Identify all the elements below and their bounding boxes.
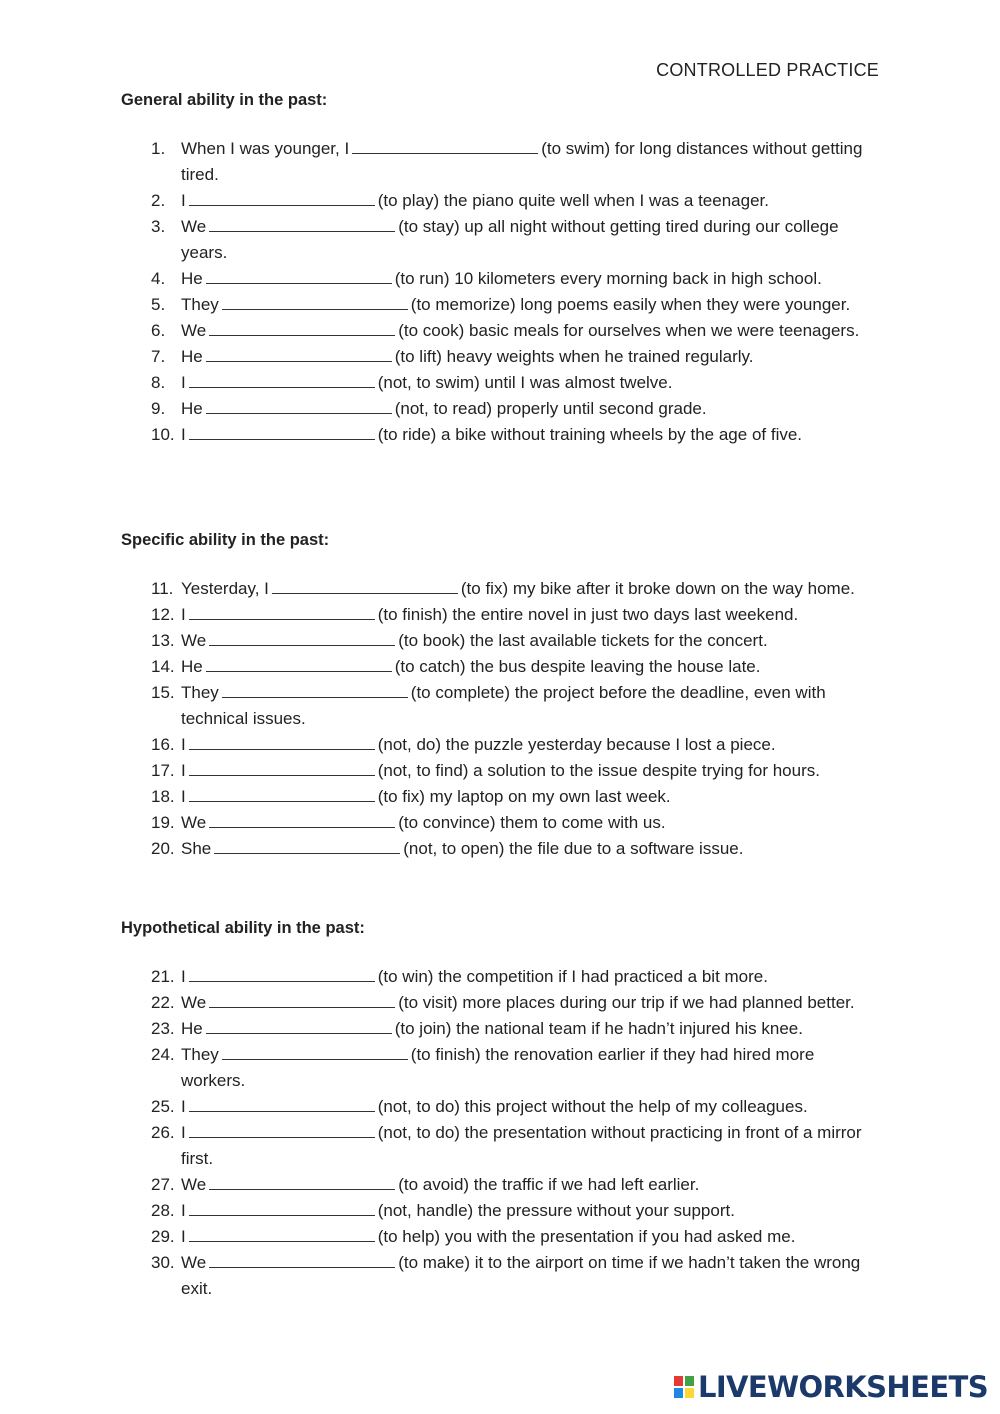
item-text-after: (to memorize) long poems easily when they were younger. bbox=[410, 295, 851, 314]
item-text-before: I bbox=[181, 787, 186, 806]
exercise-item bbox=[121, 654, 881, 680]
item-number: 10. bbox=[151, 425, 175, 444]
exercise-item bbox=[121, 810, 881, 836]
section-hypothetical-ability bbox=[121, 918, 881, 1302]
item-text-before: They bbox=[181, 1045, 219, 1064]
item-text-before: We bbox=[181, 1253, 207, 1272]
item-text-before: I bbox=[181, 191, 186, 210]
item-text-after: (to swim) for long distances without getting tired. bbox=[181, 139, 863, 184]
item-text-before: We bbox=[181, 993, 207, 1012]
item-text-before: He bbox=[181, 657, 203, 676]
exercise-item bbox=[121, 990, 881, 1016]
item-number: 1. bbox=[151, 139, 166, 158]
answer-blank[interactable] bbox=[189, 1096, 375, 1112]
exercise-item bbox=[121, 344, 881, 370]
exercise-list bbox=[121, 136, 881, 448]
item-text-after: (to help) you with the presentation if you had asked me. bbox=[377, 1227, 796, 1246]
item-text-after: (to stay) up all night without getting tired during our college years. bbox=[181, 217, 839, 262]
answer-blank[interactable] bbox=[206, 656, 392, 672]
item-number: 29. bbox=[151, 1227, 175, 1246]
item-text-after: (to run) 10 kilometers every morning back in high school. bbox=[394, 269, 822, 288]
item-text-before: They bbox=[181, 295, 219, 314]
item-number: 2. bbox=[151, 191, 166, 210]
item-text-before: We bbox=[181, 217, 207, 236]
answer-blank[interactable] bbox=[272, 578, 458, 594]
section-heading: General ability in the past: bbox=[121, 91, 328, 109]
answer-blank[interactable] bbox=[189, 372, 375, 388]
item-text-after: (to cook) basic meals for ourselves when we were teenagers. bbox=[398, 321, 860, 340]
item-text-before: She bbox=[181, 839, 212, 858]
item-number: 30. bbox=[151, 1253, 175, 1272]
logo-square-green bbox=[685, 1376, 694, 1386]
answer-blank[interactable] bbox=[189, 1226, 375, 1242]
section-heading: Specific ability in the past: bbox=[121, 531, 330, 549]
item-text-before: I bbox=[181, 605, 186, 624]
item-text-before: I bbox=[181, 1227, 186, 1246]
logo-icon bbox=[674, 1376, 694, 1398]
answer-blank[interactable] bbox=[209, 1252, 395, 1268]
answer-blank[interactable] bbox=[206, 268, 392, 284]
item-text-after: (to win) the competition if I had practiced a bit more. bbox=[377, 967, 768, 986]
exercise-item bbox=[121, 758, 881, 784]
item-number: 12. bbox=[151, 605, 175, 624]
item-text-before: He bbox=[181, 399, 203, 418]
logo-square-blue bbox=[674, 1388, 683, 1398]
answer-blank[interactable] bbox=[189, 760, 375, 776]
item-number: 24. bbox=[151, 1045, 175, 1064]
item-text-before: Yesterday, I bbox=[181, 579, 269, 598]
item-number: 18. bbox=[151, 787, 175, 806]
item-number: 13. bbox=[151, 631, 175, 650]
answer-blank[interactable] bbox=[189, 966, 375, 982]
section-specific-ability bbox=[121, 530, 881, 862]
answer-blank[interactable] bbox=[189, 786, 375, 802]
item-text-before: I bbox=[181, 1201, 186, 1220]
item-text-after: (not, to do) the presentation without practicing in front of a mirror first. bbox=[181, 1123, 862, 1168]
item-text-after: (to finish) the entire novel in just two days last weekend. bbox=[377, 605, 799, 624]
exercise-item bbox=[121, 576, 881, 602]
item-number: 16. bbox=[151, 735, 175, 754]
exercise-list bbox=[121, 964, 881, 1302]
item-number: 7. bbox=[151, 347, 166, 366]
item-text-after: (to lift) heavy weights when he trained regularly. bbox=[394, 347, 754, 366]
item-number: 11. bbox=[151, 579, 174, 598]
item-text-after: (not, do) the puzzle yesterday because I lost a piece. bbox=[377, 735, 776, 754]
page-title: CONTROLLED PRACTICE bbox=[656, 60, 879, 80]
item-text-before: We bbox=[181, 1175, 207, 1194]
item-text-after: (not, to do) this project without the help of my colleagues. bbox=[377, 1097, 808, 1116]
answer-blank[interactable] bbox=[352, 138, 538, 154]
exercise-item bbox=[121, 964, 881, 990]
item-number: 25. bbox=[151, 1097, 175, 1116]
exercise-item bbox=[121, 396, 881, 422]
answer-blank[interactable] bbox=[189, 734, 375, 750]
answer-blank[interactable] bbox=[189, 424, 375, 440]
exercise-item bbox=[121, 784, 881, 810]
item-text-after: (to complete) the project before the deadline, even with technical issues. bbox=[181, 683, 826, 728]
item-text-after: (not, to swim) until I was almost twelve. bbox=[377, 373, 673, 392]
answer-blank[interactable] bbox=[209, 992, 395, 1008]
exercise-item bbox=[121, 1224, 881, 1250]
answer-blank[interactable] bbox=[209, 812, 395, 828]
answer-blank[interactable] bbox=[222, 294, 408, 310]
item-text-after: (to make) it to the airport on time if we hadn’t taken the wrong exit. bbox=[181, 1253, 861, 1298]
section-heading: Hypothetical ability in the past: bbox=[121, 919, 365, 937]
answer-blank[interactable] bbox=[189, 604, 375, 620]
item-number: 8. bbox=[151, 373, 166, 392]
logo-square-red bbox=[674, 1376, 683, 1386]
item-number: 26. bbox=[151, 1123, 175, 1142]
exercise-item bbox=[121, 732, 881, 758]
item-number: 6. bbox=[151, 321, 166, 340]
item-text-before: I bbox=[181, 373, 186, 392]
item-text-after: (to avoid) the traffic if we had left earlier. bbox=[398, 1175, 700, 1194]
item-text-before: I bbox=[181, 735, 186, 754]
exercise-item bbox=[121, 680, 881, 732]
logo-text: LIVEWORKSHEETS bbox=[697, 1370, 988, 1404]
item-number: 3. bbox=[151, 217, 166, 236]
item-text-before: I bbox=[181, 1123, 186, 1142]
item-number: 27. bbox=[151, 1175, 175, 1194]
exercise-item bbox=[121, 292, 881, 318]
item-text-after: (to convince) them to come with us. bbox=[398, 813, 666, 832]
item-number: 23. bbox=[151, 1019, 175, 1038]
item-text-before: I bbox=[181, 1097, 186, 1116]
exercise-item bbox=[121, 1094, 881, 1120]
item-text-after: (to book) the last available tickets for the concert. bbox=[398, 631, 768, 650]
item-text-after: (to ride) a bike without training wheels by the age of five. bbox=[377, 425, 803, 444]
item-text-after: (to join) the national team if he hadn’t injured his knee. bbox=[394, 1019, 803, 1038]
item-text-after: (to finish) the renovation earlier if they had hired more workers. bbox=[181, 1045, 815, 1090]
item-text-after: (to visit) more places during our trip if we had planned better. bbox=[398, 993, 855, 1012]
item-text-before: When I was younger, I bbox=[181, 139, 350, 158]
item-number: 4. bbox=[151, 269, 166, 288]
item-number: 9. bbox=[151, 399, 166, 418]
exercise-item bbox=[121, 602, 881, 628]
answer-blank[interactable] bbox=[209, 320, 395, 336]
item-number: 21. bbox=[151, 967, 175, 986]
item-text-after: (not, to find) a solution to the issue despite trying for hours. bbox=[377, 761, 820, 780]
answer-blank[interactable] bbox=[222, 1044, 408, 1060]
answer-blank[interactable] bbox=[209, 630, 395, 646]
answer-blank[interactable] bbox=[209, 216, 395, 232]
exercise-item bbox=[121, 1016, 881, 1042]
item-text-after: (to fix) my laptop on my own last week. bbox=[377, 787, 671, 806]
exercise-item bbox=[121, 318, 881, 344]
item-number: 5. bbox=[151, 295, 166, 314]
item-number: 19. bbox=[151, 813, 175, 832]
answer-blank[interactable] bbox=[189, 1122, 375, 1138]
item-text-before: They bbox=[181, 683, 219, 702]
item-text-before: I bbox=[181, 761, 186, 780]
item-text-before: He bbox=[181, 1019, 203, 1038]
answer-blank[interactable] bbox=[209, 1174, 395, 1190]
exercise-item bbox=[121, 422, 881, 448]
exercise-list bbox=[121, 576, 881, 862]
item-text-before: We bbox=[181, 813, 207, 832]
item-text-before: I bbox=[181, 967, 186, 986]
exercise-item bbox=[121, 1042, 881, 1094]
item-text-after: (not, handle) the pressure without your support. bbox=[377, 1201, 735, 1220]
answer-blank[interactable] bbox=[206, 398, 392, 414]
exercise-item bbox=[121, 188, 881, 214]
item-text-after: (to play) the piano quite well when I was a teenager. bbox=[377, 191, 769, 210]
exercise-item bbox=[121, 628, 881, 654]
item-number: 15. bbox=[151, 683, 175, 702]
item-number: 17. bbox=[151, 761, 175, 780]
item-number: 14. bbox=[151, 657, 175, 676]
answer-blank[interactable] bbox=[206, 346, 392, 362]
exercise-item bbox=[121, 1120, 881, 1172]
logo-square-yellow bbox=[685, 1388, 694, 1398]
exercise-item bbox=[121, 370, 881, 396]
item-text-after: (to catch) the bus despite leaving the house late. bbox=[394, 657, 761, 676]
answer-blank[interactable] bbox=[189, 1200, 375, 1216]
item-text-after: (not, to read) properly until second grade. bbox=[394, 399, 707, 418]
item-text-before: We bbox=[181, 631, 207, 650]
answer-blank[interactable] bbox=[214, 838, 400, 854]
item-text-after: (to fix) my bike after it broke down on the way home. bbox=[460, 579, 855, 598]
item-number: 20. bbox=[151, 839, 175, 858]
item-number: 22. bbox=[151, 993, 175, 1012]
item-text-before: I bbox=[181, 425, 186, 444]
item-text-after: (not, to open) the file due to a software issue. bbox=[403, 839, 744, 858]
answer-blank[interactable] bbox=[206, 1018, 392, 1034]
answer-blank[interactable] bbox=[222, 682, 408, 698]
exercise-item bbox=[121, 136, 881, 188]
answer-blank[interactable] bbox=[189, 190, 375, 206]
item-text-before: We bbox=[181, 321, 207, 340]
item-text-before: He bbox=[181, 347, 203, 366]
item-text-before: He bbox=[181, 269, 203, 288]
exercise-item bbox=[121, 1172, 881, 1198]
exercise-item bbox=[121, 836, 881, 862]
exercise-item bbox=[121, 214, 881, 266]
section-general-ability bbox=[121, 90, 881, 448]
item-number: 28. bbox=[151, 1201, 175, 1220]
exercise-item bbox=[121, 1198, 881, 1224]
exercise-item bbox=[121, 266, 881, 292]
exercise-item bbox=[121, 1250, 881, 1302]
liveworksheets-logo[interactable] bbox=[674, 1370, 988, 1404]
